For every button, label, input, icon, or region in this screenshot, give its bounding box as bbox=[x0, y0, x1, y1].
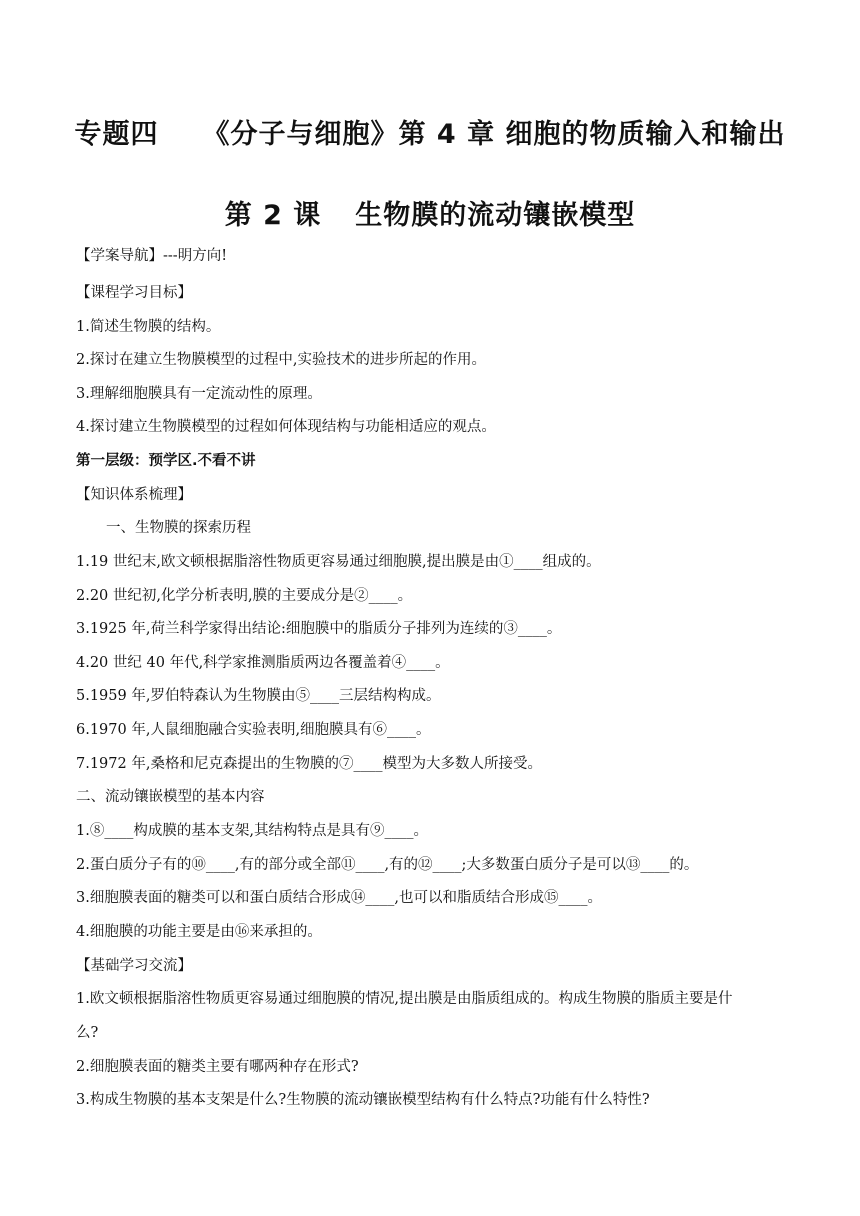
topic-label: 专题四 bbox=[74, 119, 159, 150]
history-item: 2.20 世纪初,化学分析表明,膜的主要成分是②____。 bbox=[76, 588, 413, 604]
history-item: 4.20 世纪 40 年代,科学家推测脂质两边各覆盖着④____。 bbox=[76, 655, 450, 671]
model-item: 4.细胞膜的功能主要是由⑯来承担的。 bbox=[76, 924, 322, 940]
level-one-heading: 第一层级：预学区.不看不讲 bbox=[76, 453, 256, 469]
lesson-name: 生物膜的流动镶嵌模型 bbox=[355, 200, 636, 231]
chapter-title bbox=[0, 112, 860, 151]
history-item: 3.1925 年,荷兰科学家得出结论:细胞膜中的脂质分子排列为连续的③____。 bbox=[76, 621, 562, 637]
objective-item: 4.探讨建立生物膜模型的过程如何体现结构与功能相适应的观点。 bbox=[76, 419, 496, 435]
model-item: 1.⑧____构成膜的基本支架,其结构特点是具有⑨____。 bbox=[76, 823, 428, 839]
exchange-question: 3.构成生物膜的基本支架是什么?生物膜的流动镶嵌模型结构有什么特点?功能有什么特性? bbox=[76, 1092, 650, 1108]
objective-item: 3.理解细胞膜具有一定流动性的原理。 bbox=[76, 386, 322, 402]
objective-item: 2.探讨在建立生物膜模型的过程中,实验技术的进步所起的作用。 bbox=[76, 352, 486, 368]
history-item: 6.1970 年,人鼠细胞融合实验表明,细胞膜具有⑥____。 bbox=[76, 722, 431, 738]
history-item: 1.19 世纪末,欧文顿根据脂溶性物质更容易通过细胞膜,提出膜是由①____组成的。 bbox=[76, 554, 601, 570]
lesson-number: 第 2 课 bbox=[224, 200, 322, 231]
exchange-question: 2.细胞膜表面的糖类主要有哪两种存在形式? bbox=[76, 1059, 359, 1075]
chapter-name: 《分子与细胞》第 4 章 细胞的物质输入和输出 bbox=[202, 119, 786, 150]
section-two-title: 二、流动镶嵌模型的基本内容 bbox=[76, 789, 265, 805]
knowledge-heading: 【知识体系梳理】 bbox=[76, 487, 192, 503]
exchange-question-continued: 么? bbox=[76, 1025, 99, 1041]
model-item: 2.蛋白质分子有的⑩____,有的部分或全部⑪____,有的⑫____;大多数蛋白质分子是可以⑬____的。 bbox=[76, 857, 699, 873]
study-guide-heading: 【学案导航】---明方向! bbox=[76, 248, 228, 264]
objective-item: 1.简述生物膜的结构。 bbox=[76, 319, 221, 335]
history-item: 5.1959 年,罗伯特森认为生物膜由⑤____三层结构构成。 bbox=[76, 688, 441, 704]
exchange-heading: 【基础学习交流】 bbox=[76, 958, 192, 974]
exchange-question: 1.欧文顿根据脂溶性物质更容易通过细胞膜的情况,提出膜是由脂质组成的。构成生物膜的脂质主要是什 bbox=[76, 991, 733, 1007]
model-item: 3.细胞膜表面的糖类可以和蛋白质结合形成⑭____,也可以和脂质结合形成⑮____。 bbox=[76, 890, 602, 906]
lesson-title bbox=[0, 193, 860, 232]
objectives-heading: 【课程学习目标】 bbox=[76, 285, 192, 301]
section-one-title: 一、生物膜的探索历程 bbox=[106, 520, 251, 536]
history-item: 7.1972 年,桑格和尼克森提出的生物膜的⑦____模型为大多数人所接受。 bbox=[76, 756, 542, 772]
